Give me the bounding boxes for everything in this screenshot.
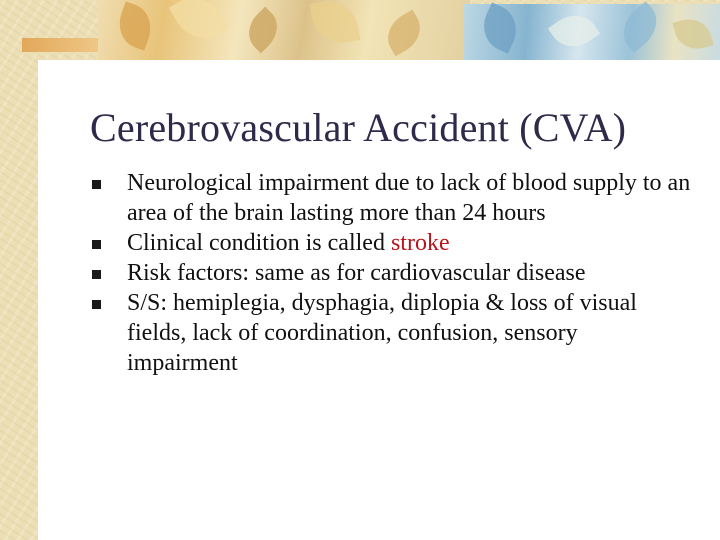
slide-title: Cerebrovascular Accident (CVA) xyxy=(90,105,627,150)
leaf-shape xyxy=(240,7,287,54)
banner-warm-leaves xyxy=(98,0,470,60)
leaf-shape xyxy=(380,10,429,57)
leaf-shape xyxy=(112,1,158,50)
bullet-text: Clinical condition is called xyxy=(127,230,391,256)
leaf-shape xyxy=(672,14,713,54)
bullet-item xyxy=(92,288,692,378)
square-bullet-icon xyxy=(92,270,101,279)
leaf-shape xyxy=(310,0,361,47)
leaf-shape xyxy=(169,0,229,49)
square-bullet-icon xyxy=(92,240,101,249)
square-bullet-icon xyxy=(92,300,101,309)
bullet-item xyxy=(92,228,692,258)
leaf-shape xyxy=(548,6,600,57)
bullet-text: Neurological impairment due to lack of blood supply to an area of the brain lasting more than 24 hours xyxy=(127,170,691,226)
bullet-list xyxy=(92,168,692,378)
decorative-banner xyxy=(98,0,720,60)
bullet-text: S/S: hemiplegia, dysphagia, diplopia & loss of visual fields, lack of coordination, confusion, sensory impairment xyxy=(127,290,637,376)
banner-cool-leaves xyxy=(464,4,720,60)
bullet-item xyxy=(92,168,692,228)
emphasis-term: stroke xyxy=(390,230,450,256)
square-bullet-icon xyxy=(92,180,101,189)
bullet-item xyxy=(92,258,692,288)
leaf-shape xyxy=(614,1,667,53)
leaf-shape xyxy=(475,2,525,53)
decorative-orange-bar xyxy=(22,38,100,52)
bullet-text: Risk factors: same as for cardiovascular disease xyxy=(127,260,586,286)
